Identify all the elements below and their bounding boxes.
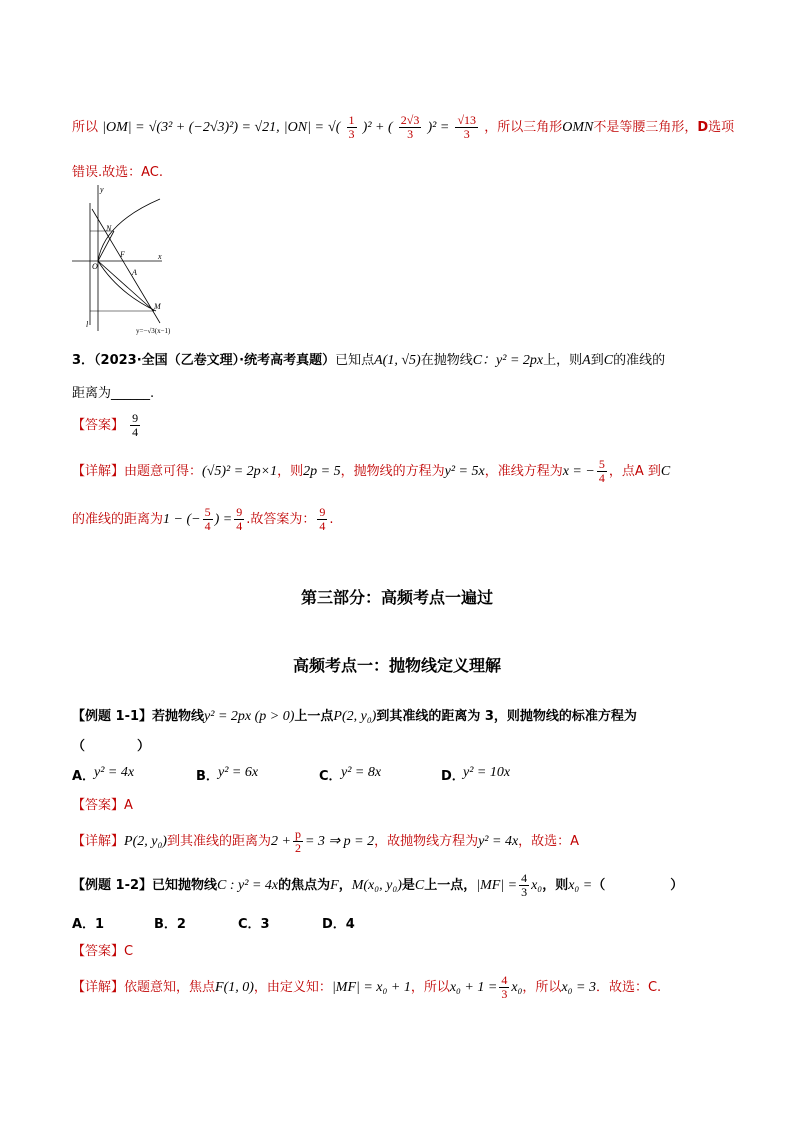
q3-detail-frac2: $\frac{5}{4}$	[204, 505, 211, 533]
omn-label: OMN	[562, 120, 594, 135]
ex11-detail3: ，故选：A	[518, 834, 580, 849]
ex11-answer-tag: 【答案】	[72, 798, 125, 813]
segment-on	[98, 231, 114, 261]
q3-detail1: 由题意可得：	[124, 464, 203, 479]
ex12-answer-value: C	[124, 944, 134, 959]
label-x: x	[158, 252, 162, 261]
sol-prev-line1	[72, 114, 734, 141]
ex11-detail2: ，故抛物线方程为	[374, 834, 479, 849]
sol-conclusion-2: 不是等腰三角形，	[593, 120, 698, 135]
ex11-opt-d: y² = 10x	[463, 765, 511, 780]
q3-line1	[72, 349, 665, 369]
q3-detail-frac1: $\frac{5}{4}$	[598, 457, 605, 485]
q3-text4: 到	[590, 353, 604, 368]
ex12-eq3b: x₀	[531, 878, 543, 893]
q3-detail5: ，点A 到	[608, 464, 661, 479]
ex12-detail-eq3a: x₀ + 1 =	[449, 980, 498, 995]
q3-detail6: 的准线的距离为	[72, 512, 164, 527]
ex12-text1: 已知抛物线	[152, 878, 218, 893]
ex12-f: F	[330, 878, 339, 893]
ex12-detail5: ．故选：C.	[595, 980, 662, 995]
ex12-text6: ，则	[542, 878, 569, 893]
ex11-eq1: y² = 2px (p > 0)	[204, 709, 295, 724]
ex12-text4: 是	[401, 878, 415, 893]
ex12-detail3: ，所以	[410, 980, 450, 995]
ex12-answer	[72, 940, 133, 959]
ex12-opt-a: A．1	[72, 917, 105, 932]
sol-prev-intro: 所以	[72, 120, 99, 135]
q3-detail2: ，则	[277, 464, 304, 479]
on-lhs: |ON| =	[283, 120, 324, 135]
sol-prev-line2: 错误.故选：AC.	[72, 165, 164, 180]
q3-source: （2023·全国（乙卷文理）·统考高考真题）	[94, 353, 336, 368]
q3-detail-eq4: x = −	[562, 464, 595, 479]
ex11-answer	[72, 794, 133, 813]
q3-detail8: .	[329, 512, 334, 527]
q3-detail-eq1: (√5)² = 2p×1	[202, 464, 278, 479]
q3-detail7: .故答案为：	[246, 512, 316, 527]
q3-detail-frac4: $\frac{9}{4}$	[319, 505, 326, 533]
ex12-eq1: C : y² = 4x	[217, 878, 279, 893]
sol-conclusion-3: 选项	[708, 120, 735, 135]
q3-text3: 上，则	[543, 353, 583, 368]
label-l: l	[86, 320, 89, 329]
on-mid: )² + (	[362, 120, 393, 135]
ex12-line1	[72, 872, 683, 899]
parabola-figure	[70, 183, 200, 335]
ex12-eq4: x₀ =	[568, 878, 593, 893]
q3-detail3: ，抛物线的方程为	[340, 464, 445, 479]
ex12-detail2: ，由定义知：	[253, 980, 332, 995]
q3-answer	[72, 412, 142, 439]
ex11-text1: 若抛物线	[152, 709, 205, 724]
q3-number: 3．	[72, 353, 95, 368]
ex11-detail-eq2a: 2 +	[271, 834, 291, 849]
ex12-opt-d: D．4	[322, 917, 355, 932]
ex12-text2: 的焦点为	[278, 878, 331, 893]
on-end: )² =	[427, 120, 450, 135]
q3-text5: 的准线的	[613, 353, 666, 368]
ex12-detail	[72, 974, 661, 1001]
ex11-detail	[72, 828, 579, 855]
on-frac-1: $\frac{1}{3}$	[348, 113, 355, 141]
label-line-eq: y=−√3(x−1)	[136, 327, 171, 335]
q3-c: C	[603, 353, 614, 368]
ex11-detail-eq1: P(2, y₀)	[124, 834, 167, 849]
section-title: 第三部分：高频考点一遍过	[300, 588, 493, 607]
line-l	[92, 209, 160, 323]
ex11-opt-b-label: B．	[196, 769, 219, 784]
segment-om	[98, 261, 154, 311]
q3-answer-frac: $\frac{9}{4}$	[132, 411, 139, 439]
ex11-eq2: P(2, y₀)	[333, 709, 377, 724]
label-m: M	[154, 302, 161, 311]
q3-detail-line2	[72, 506, 333, 533]
ex11-opt-c-label: C．	[319, 769, 342, 784]
ex12-detail4: ，所以	[522, 980, 562, 995]
ex11-detail-frac: $\frac{p}{2}$	[294, 827, 301, 855]
q3-detail4: ，准线方程为	[484, 464, 563, 479]
q3-detail-line1	[72, 458, 670, 485]
ex12-detail-eq3b: x₀	[511, 980, 523, 995]
ex12-text5: 上一点，	[424, 878, 477, 893]
ex11-detail-tag: 【详解】	[72, 834, 125, 849]
ex11-opt-a: y² = 4x	[94, 765, 135, 780]
ex12-detail-eq4: x₀ = 3	[561, 980, 596, 995]
q3-text2: 在抛物线	[420, 353, 473, 368]
q3-detail-eq5b: ) =	[214, 512, 233, 527]
ex11-opt-b: y² = 6x	[218, 765, 259, 780]
label-o: O	[92, 262, 98, 271]
on-result-frac: $\frac{√13}{3}$	[457, 113, 477, 141]
ex11-text3: 到其准线的距离为 3，则抛物线的标准方程为	[376, 709, 637, 724]
ex11-opt-a-label: A．	[72, 769, 96, 784]
on-expr-a: √(	[328, 120, 341, 135]
ex12-text3: ，	[338, 878, 352, 893]
ex12-eq2: M(x₀, y₀)	[351, 878, 402, 893]
ex12-paren: （ ）	[592, 878, 684, 893]
ex11-paren: （ ）	[72, 739, 151, 754]
ex12-detail1: 依题意知，焦点	[124, 980, 216, 995]
q3-detail-tag: 【详解】	[72, 464, 125, 479]
ex12-detail-frac: $\frac{4}{3}$	[501, 973, 508, 1001]
q3-detail-frac3: $\frac{9}{4}$	[236, 505, 243, 533]
q3-detail-eq5a: 1 − (−	[163, 512, 201, 527]
ex11-line1	[72, 705, 637, 725]
ex11-tag: 【例题 1-1】	[72, 709, 153, 724]
ex12-detail-eq2: |MF| = x₀ + 1	[331, 980, 411, 995]
q3-answer-tag: 【答案】	[72, 418, 125, 433]
ex12-detail-eq1: F(1, 0)	[215, 980, 254, 995]
q3-point: A(1, √5)	[374, 353, 421, 368]
label-a: A	[132, 268, 137, 277]
ex11-detail-eq3: y² = 4x	[478, 834, 519, 849]
ex11-opt-d-label: D．	[441, 769, 465, 784]
ex12-frac: $\frac{4}{3}$	[521, 871, 528, 899]
ex11-detail1: 到其准线的距离为	[166, 834, 271, 849]
ex12-c: C	[414, 878, 425, 893]
ex12-detail-tag: 【详解】	[72, 980, 125, 995]
ex12-tag: 【例题 1-2】	[72, 878, 153, 893]
q3-detail-eq3: y² = 5x	[444, 464, 485, 479]
label-n: N	[106, 224, 112, 233]
label-f: F	[120, 250, 125, 259]
q3-text1: 已知点	[335, 353, 375, 368]
q3-a: A	[582, 353, 591, 368]
ex11-opt-c: y² = 8x	[341, 765, 382, 780]
ex12-opt-c: C．3	[238, 917, 270, 932]
q3-line2: 距离为______.	[72, 386, 155, 401]
ex11-detail-eq2b: = 3 ⇒ p = 2	[304, 834, 375, 849]
ex11-text2: 上一点	[294, 709, 334, 724]
om-lhs: |OM| =	[102, 120, 145, 135]
label-y: y	[100, 185, 104, 194]
q3-detail-eq2: 2p = 5	[303, 464, 341, 479]
q3-curve: C：y² = 2px	[472, 353, 544, 368]
om-expr: √(3² + (−2√3)²) = √21,	[148, 120, 280, 135]
q3-detail-c: C	[660, 464, 671, 479]
sol-conclusion: ，所以三角形	[484, 120, 563, 135]
ex12-answer-tag: 【答案】	[72, 944, 125, 959]
on-frac-2: $\frac{2√3}{3}$	[400, 113, 420, 141]
ex12-eq3a: |MF| =	[476, 878, 518, 893]
ex11-answer-value: A	[124, 798, 133, 813]
ex12-opt-b: B．2	[154, 917, 186, 932]
sol-option: D	[697, 120, 709, 135]
subsection-title: 高频考点一：抛物线定义理解	[292, 656, 501, 675]
